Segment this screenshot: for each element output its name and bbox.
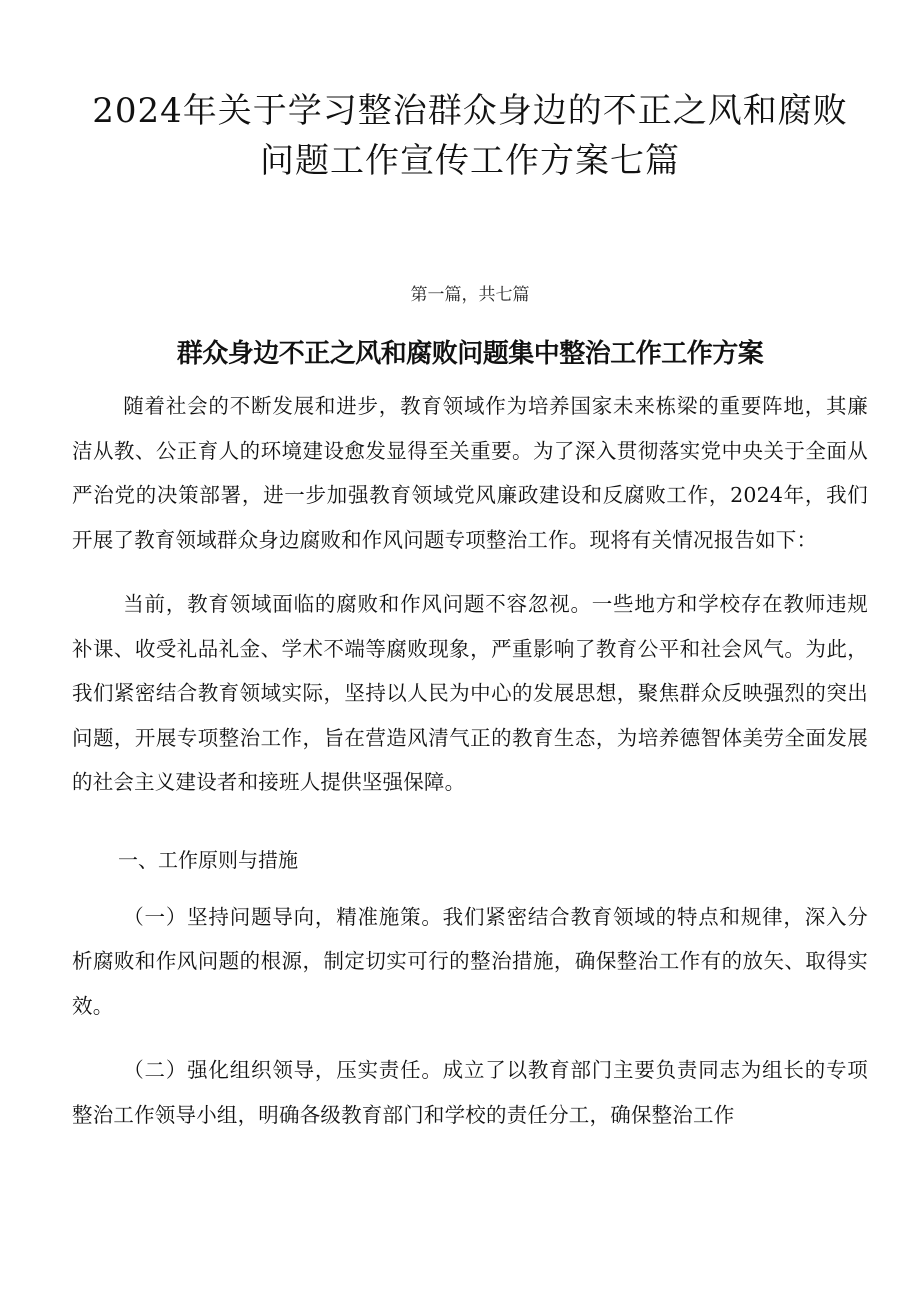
section-heading: 群众身边不正之风和腐败问题集中整治工作工作方案 [176,339,764,369]
background-paragraph: 当前，教育领域面临的腐败和作风问题不容忽视。一些地方和学校存在教师违规补课、收受礼品礼金、学术不端等腐败现象，严重影响了教育公平和社会风气。为此，我们紧密结合教育领域实际，坚持以人民为中心的发展思想，聚焦群众反映强烈的突出问题，开展专项整治工作，旨在营造风清气正的教育生态，为培养德智体美劳全面发展的社会主义建设者和接班人提供坚强保障。 [72,592,868,794]
section-label: 第一篇，共七篇 [410,285,530,305]
intro-paragraph: 随着社会的不断发展和进步，教育领域作为培养国家未来栋梁的重要阵地，其廉洁从教、公正育人的环境建设愈发显得至关重要。为了深入贯彻落实党中央关于全面从严治党的决策部署，进一步加强教育领域党风廉政建设和反腐败工作，2024年，我们开展了教育领域群众身边腐败和作风问题专项整治工作。现将有关情况报告如下： [72,394,868,552]
measure-paragraph-2: （二）强化组织领导，压实责任。成立了以教育部门主要负责同志为组长的专项整治工作领导小组，明确各级教育部门和学校的责任分工，确保整治工作 [72,1058,868,1127]
subheading-principles: 一、工作原则与措施 [118,847,298,872]
measure-paragraph-1: （一）坚持问题导向，精准施策。我们紧密结合教育领域的特点和规律，深入分析腐败和作风问题的根源，制定切实可行的整治措施，确保整治工作有的放矢、取得实效。 [72,904,868,1018]
document-title: 2024年关于学习整治群众身边的不正之风和腐败问题工作宣传工作方案七篇 [92,91,848,181]
